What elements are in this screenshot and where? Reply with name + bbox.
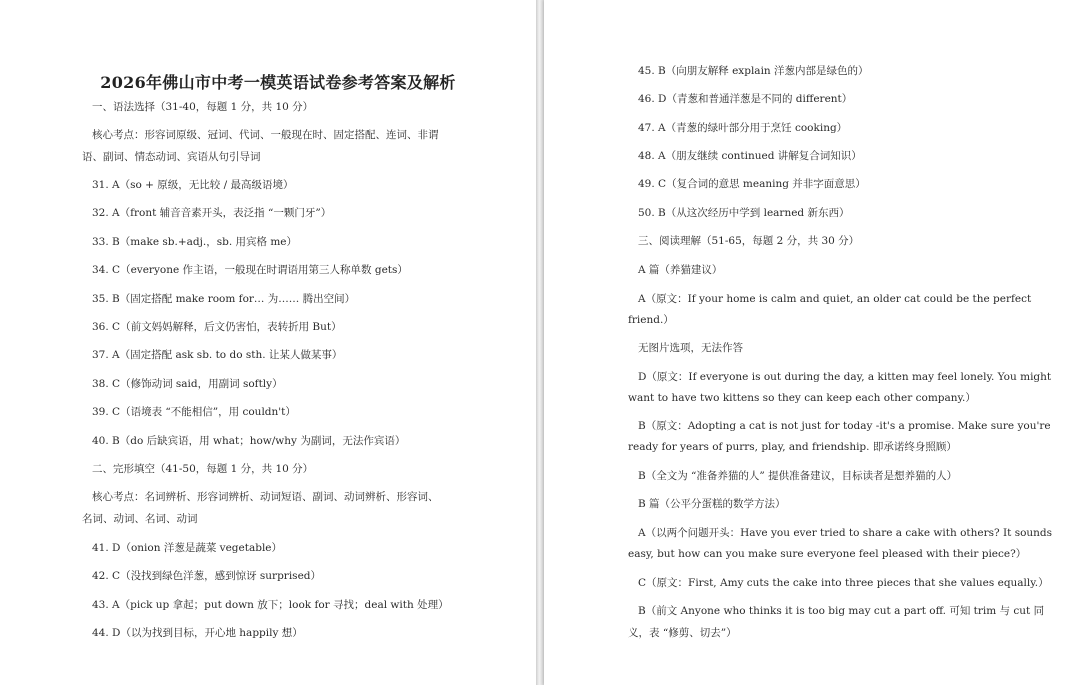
passage-heading-b: B 篇（公平分蛋糕的数学方法） (638, 498, 786, 510)
core-points-line: 核心考点：名词辨析、形容词辨析、动词短语、副词、动词辨析、形容词、 (92, 491, 439, 503)
answer-line-42: 42. C（没找到绿色洋葱，感到惊讶 surprised） (92, 570, 321, 582)
section-heading-grammar: 一、语法选择（31-40，每题 1 分，共 10 分） (92, 101, 314, 113)
answer-line-43: 43. A（pick up 拿起；put down 放下；look for 寻找；deal with 处理） (92, 599, 449, 611)
answer-line-49: 49. C（复合词的意思 meaning 并非字面意思） (638, 178, 866, 190)
section-heading-reading: 三、阅读理解（51-65，每题 2 分，共 30 分） (638, 235, 860, 247)
right-page (544, 0, 1080, 685)
reading-answer-line: want to have two kittens so they can keep each other company.） (628, 392, 976, 404)
answer-line-39: 39. C（语境表 “不能相信”，用 couldn't） (92, 406, 296, 418)
answer-line-41: 41. D（onion 洋葱是蔬菜 vegetable） (92, 542, 283, 554)
reading-answer-line: A（原文：If your home is calm and quiet, an older cat could be the perfect (638, 293, 1032, 305)
core-points-line: 核心考点：形容词原级、冠词、代词、一般现在时、固定搭配、连词、非谓 (92, 129, 439, 141)
answer-line-31: 31. A（so + 原级，无比较 / 最高级语境） (92, 179, 294, 191)
section-heading-cloze: 二、完形填空（41-50，每题 1 分，共 10 分） (92, 463, 314, 475)
reading-answer-line: B（全文为 “准备养猫的人” 提供准备建议，目标读者是想养猫的人） (638, 470, 958, 482)
reading-answer-line: easy, but how can you make sure everyone feel pleased with their piece?） (628, 548, 1027, 560)
answer-line-45: 45. B（向朋友解释 explain 洋葱内部是绿色的） (638, 65, 869, 77)
answer-line-37: 37. A（固定搭配 ask sb. to do sth. 让某人做某事） (92, 349, 343, 361)
reading-answer-line: 无图片选项，无法作答 (638, 342, 743, 354)
answer-line-40: 40. B（do 后缺宾语，用 what；how/why 为副词，无法作宾语） (92, 435, 406, 447)
core-points-line: 语、副词、情态动词、宾语从句引导词 (82, 151, 261, 163)
answer-line-47: 47. A（青葱的绿叶部分用于烹饪 cooking） (638, 122, 848, 134)
answer-line-46: 46. D（青葱和普通洋葱是不同的 different） (638, 93, 853, 105)
answer-line-36: 36. C（前文妈妈解释，后文仍害怕，表转折用 But） (92, 321, 342, 333)
answer-line-35: 35. B（固定搭配 make room for… 为…… 腾出空间） (92, 293, 356, 305)
page-gutter (536, 0, 544, 685)
reading-answer-line: B（前文 Anyone who thinks it is too big may cut a part off. 可知 trim 与 cut 同 (638, 605, 1045, 617)
answer-line-44: 44. D（以为找到目标，开心地 happily 想） (92, 627, 303, 639)
reading-answer-line: friend.） (628, 314, 674, 326)
reading-answer-line: D（原文：If everyone is out during the day, a kitten may feel lonely. You might (638, 371, 1052, 383)
document-title: 2026年佛山市中考一模英语试卷参考答案及解析 (100, 73, 456, 92)
left-page (0, 0, 536, 685)
reading-answer-line: B（原文：Adopting a cat is not just for today -it's a promise. Make sure you're (638, 420, 1051, 432)
answer-line-50: 50. B（从这次经历中学到 learned 新东西） (638, 207, 850, 219)
reading-answer-line: A（以两个问题开头：Have you ever tried to share a cake with others? It sounds (638, 527, 1053, 539)
answer-line-38: 38. C（修饰动词 said，用副词 softly） (92, 378, 283, 390)
reading-answer-line: 义，表 “修剪、切去”） (628, 627, 737, 639)
answer-line-33: 33. B（make sb.+adj.，sb. 用宾格 me） (92, 236, 297, 248)
answer-line-48: 48. A（朋友继续 continued 讲解复合词知识） (638, 150, 862, 162)
reading-answer-line: ready for years of purrs, play, and friendship. 即承诺终身照顾） (628, 441, 957, 453)
answer-line-32: 32. A（front 辅音音素开头，表泛指 “一颗门牙”） (92, 207, 332, 219)
passage-heading-a: A 篇（养猫建议） (638, 264, 723, 276)
core-points-line: 名词、动词、名词、动词 (82, 513, 198, 525)
reading-answer-line: C（原文：First, Amy cuts the cake into three pieces that she values equally.） (638, 577, 1049, 589)
answer-line-34: 34. C（everyone 作主语，一般现在时谓语用第三人称单数 gets） (92, 264, 408, 276)
